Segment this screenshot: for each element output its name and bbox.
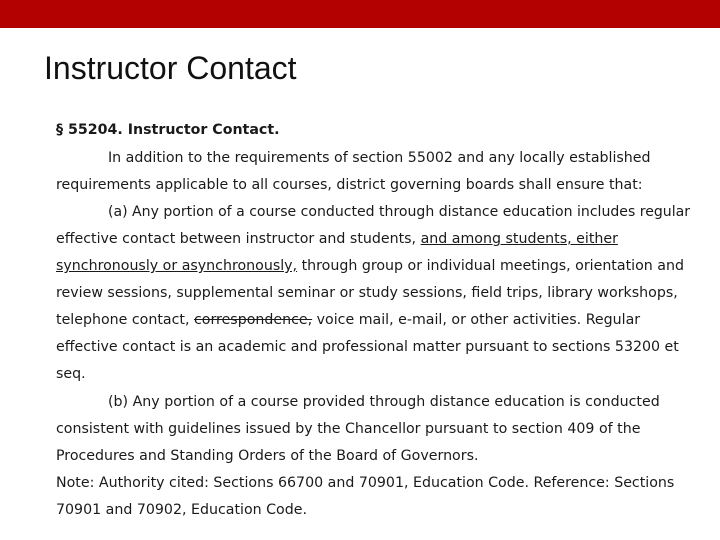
text-segment: effective contact between instructor and students, (56, 231, 421, 247)
doc-line (56, 256, 684, 276)
text-segment: (b) Any portion of a course provided through distance education is conducted (108, 394, 660, 410)
text-segment: In addition to the requirements of section 55002 and any locally established (108, 150, 651, 166)
doc-line (56, 337, 679, 357)
doc-line (56, 310, 640, 330)
text-segment: effective contact is an academic and professional matter pursuant to sections 53200 et (56, 339, 679, 355)
doc-line (56, 473, 674, 493)
inserted-text: and among students, either (420, 231, 618, 247)
text-segment: Note: Authority cited: Sections 66700 and 70901, Education Code. Reference: Sections (56, 475, 675, 491)
doc-line (56, 446, 478, 466)
text-segment: telephone contact, (56, 312, 194, 328)
deleted-text: correspondence, (193, 312, 313, 328)
doc-line (56, 500, 307, 520)
doc-line (56, 283, 678, 303)
text-segment: (a) Any portion of a course conducted through distance education includes regular (108, 204, 691, 220)
doc-line (56, 364, 86, 384)
text-segment: Procedures and Standing Orders of the Board of Governors. (56, 448, 479, 464)
doc-line (108, 392, 660, 412)
doc-line (108, 148, 651, 168)
text-segment: requirements applicable to all courses, district governing boards shall ensure that: (56, 177, 643, 193)
doc-line (56, 175, 643, 195)
doc-line (108, 202, 690, 222)
inserted-text: synchronously or asynchronously, (56, 258, 298, 274)
text-segment: 70901 and 70902, Education Code. (56, 502, 307, 518)
text-segment: seq. (56, 366, 86, 382)
slide-title: Instructor Contact (44, 50, 297, 86)
doc-line (56, 419, 640, 439)
text-segment: consistent with guidelines issued by the Chancellor pursuant to section 409 of the (56, 421, 641, 437)
regulation-excerpt (50, 112, 690, 530)
top-accent-bar (0, 0, 720, 28)
section-heading: § 55204. Instructor Contact. (56, 122, 280, 138)
text-segment: review sessions, supplemental seminar or study sessions, field trips, library workshops, (56, 285, 678, 301)
text-segment: through group or individual meetings, orientation and (297, 258, 684, 274)
doc-line (56, 229, 618, 249)
text-segment: voice mail, e-mail, or other activities. Regular (312, 312, 641, 328)
